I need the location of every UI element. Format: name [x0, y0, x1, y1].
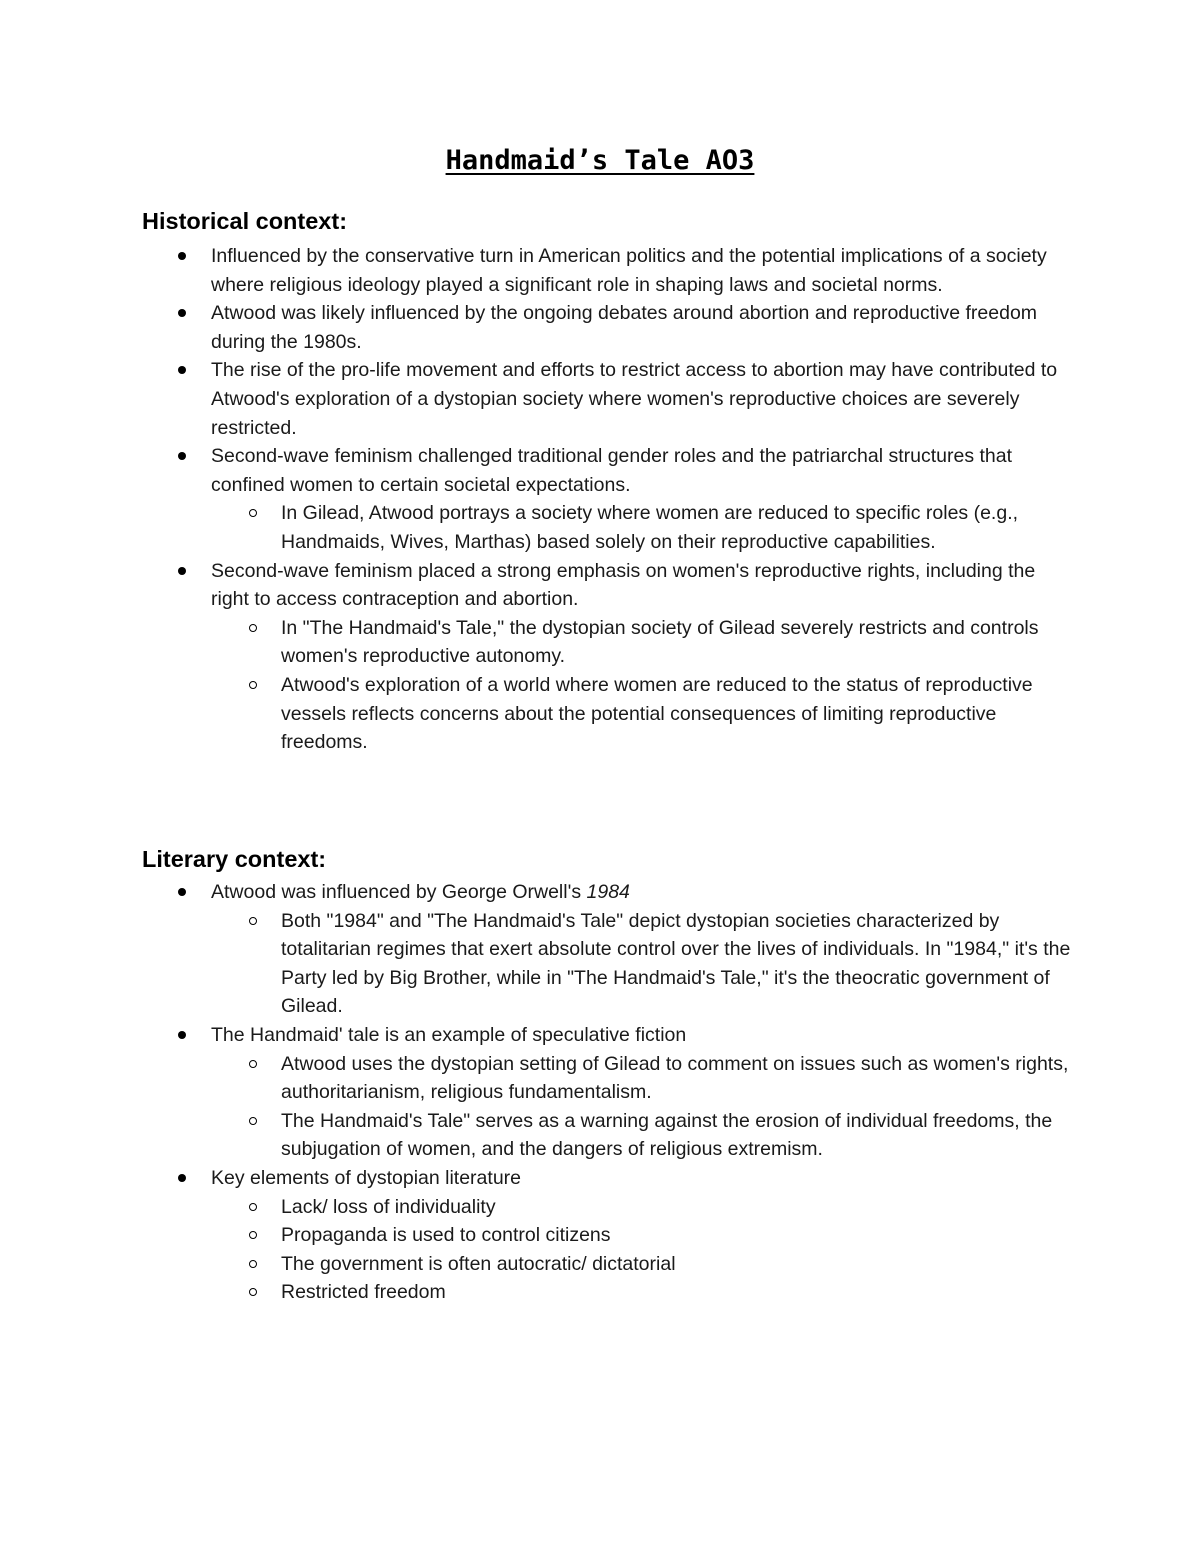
sub-list-item [211, 499, 1072, 556]
sub-list-item [211, 671, 1072, 757]
bullet-icon [178, 1174, 186, 1182]
bullet-icon [178, 888, 186, 896]
sub-list-item-text: Propaganda is used to control citizens [281, 1224, 611, 1247]
sub-list-item [211, 907, 1072, 1021]
list-item [142, 557, 1072, 757]
document-title: Handmaid’s Tale AO3 [445, 145, 755, 176]
hollow-bullet-icon [249, 917, 257, 925]
sub-list-item [211, 1107, 1072, 1164]
list-item [142, 442, 1072, 556]
list-item [142, 299, 1072, 356]
sub-list-item-text: In Gilead, Atwood portrays a society where women are reduced to specific roles (e.g., Handmaids, Wives, Marthas) based solely on their reproductive capabilities. [281, 502, 1019, 553]
historical-context-heading: Historical context: [142, 208, 348, 234]
bullet-icon [178, 1031, 186, 1039]
list-item-text: Second-wave feminism placed a strong emphasis on women's reproductive rights, including the right to access contraception and abortion. [211, 559, 1036, 611]
sub-list-item-text: In "The Handmaid's Tale," the dystopian society of Gilead severely restricts and controls women's reproductive autonomy. [281, 616, 1039, 668]
list-item [142, 878, 1072, 1021]
hollow-bullet-icon [249, 1288, 257, 1296]
list-item-text: Key elements of dystopian literature [211, 1166, 522, 1189]
hollow-bullet-icon [249, 509, 257, 517]
list-item-text: Atwood was influenced by George Orwell's [211, 881, 587, 903]
bullet-icon [178, 366, 186, 374]
literary-context-heading: Literary context: [142, 846, 327, 872]
sub-list-item-text: Lack/ loss of individuality [281, 1195, 496, 1218]
historical-context-section [142, 206, 1072, 757]
list-item-text: Influenced by the conservative turn in American politics and the potential implications of a society where religious ideology played a significant role in shaping laws and societal norms. [211, 245, 1047, 296]
sub-list [211, 499, 1072, 556]
sub-list-item-text: Atwood's exploration of a world where women are reduced to the status of reproductive vessels reflects concerns about the potential consequences of limiting reproductive freedoms. [281, 673, 1033, 754]
bullet-icon [178, 309, 186, 317]
hollow-bullet-icon [249, 1260, 257, 1268]
hollow-bullet-icon [249, 1231, 257, 1239]
sub-list-item-text: The Handmaid's Tale" serves as a warning against the erosion of individual freedoms, the subjugation of women, and the dangers of religious extremism. [281, 1109, 1053, 1161]
book-title-italic: 1984 [586, 881, 630, 903]
sub-list-item-text: Restricted freedom [281, 1281, 446, 1304]
sub-list [211, 907, 1072, 1021]
hollow-bullet-icon [249, 681, 257, 689]
list-item-text: Second-wave feminism challenged traditional gender roles and the patriarchal structures that confined women to certain societal expectations. [211, 445, 1013, 496]
hollow-bullet-icon [249, 624, 257, 632]
bullet-icon [178, 567, 186, 575]
hollow-bullet-icon [249, 1060, 257, 1068]
sub-list [211, 1050, 1072, 1164]
list-item [142, 1164, 1072, 1307]
literary-context-section [142, 844, 1072, 1307]
sub-list [211, 1193, 1072, 1307]
hollow-bullet-icon [249, 1117, 257, 1125]
sub-list-item [211, 1250, 1072, 1279]
sub-list-item [211, 1221, 1072, 1250]
historical-context-list [142, 242, 1072, 757]
list-item-text: Atwood was likely influenced by the ongoing debates around abortion and reproductive freedom during the 1980s. [211, 302, 1038, 353]
sub-list-item-text: Both "1984" and "The Handmaid's Tale" depict dystopian societies characterized by totalitarian regimes that exert absolute control over the lives of individuals. In "1984," it's the Party led by Big Brother, while in "The Handmaid's Tale," it's the theocratic government of Gilead. [281, 909, 1071, 1018]
list-item-text: The Handmaid' tale is an example of speculative fiction [211, 1023, 687, 1046]
list-item [142, 1021, 1072, 1164]
list-item [142, 242, 1072, 299]
sub-list-item [211, 1050, 1072, 1107]
list-item-text: The rise of the pro-life movement and efforts to restrict access to abortion may have contributed to Atwood's exploration of a dystopian society where women's reproductive choices are severely restricted. [211, 359, 1058, 439]
sub-list-item [211, 614, 1072, 671]
hollow-bullet-icon [249, 1203, 257, 1211]
bullet-icon [178, 252, 186, 260]
literary-context-list [142, 878, 1072, 1307]
sub-list-item-text: Atwood uses the dystopian setting of Gilead to comment on issues such as women's rights, authoritarianism, religious fundamentalism. [281, 1052, 1069, 1104]
sub-list-item [211, 1278, 1072, 1307]
bullet-icon [178, 452, 186, 460]
list-item [142, 356, 1072, 442]
sub-list-item-text: The government is often autocratic/ dictatorial [281, 1252, 676, 1275]
sub-list [211, 614, 1072, 757]
sub-list-item [211, 1193, 1072, 1222]
